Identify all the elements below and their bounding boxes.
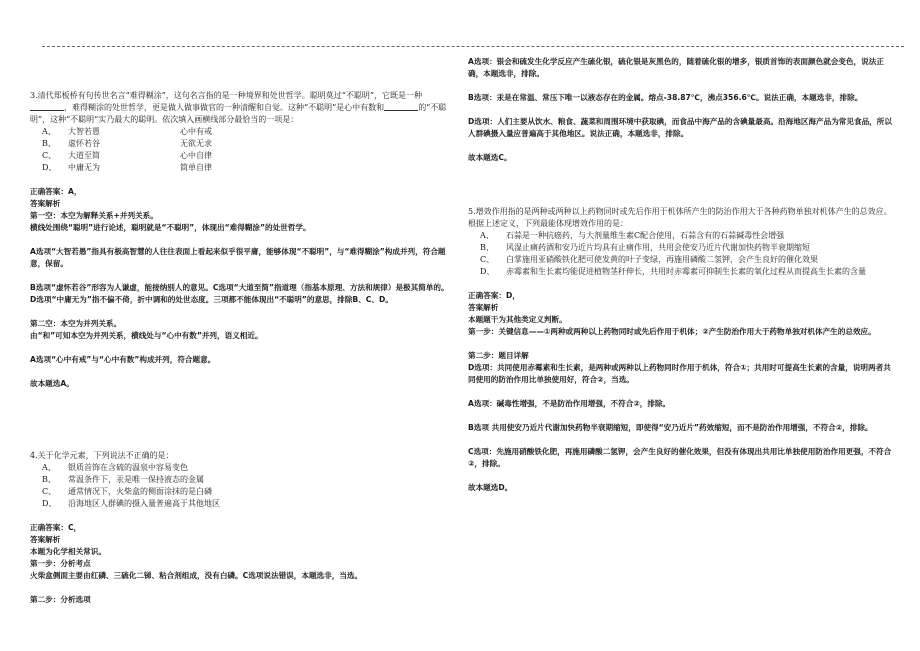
analysis-line: D选项：共同使用赤霉素和生长素，是两种或两种以上药物同时作用于机体，符合①；共用时可提高生长素的含量，说明两者共同使用的防治作用比单独使用好，符合②，当选。 bbox=[468, 363, 891, 384]
right-column bbox=[468, 56, 892, 494]
question-4-stem: 4.关于化学元素，下列说法不正确的是： bbox=[30, 451, 174, 460]
option-a: A、 银质首饰在含硫的温泉中容易变色 bbox=[42, 463, 188, 472]
analysis-line bbox=[30, 306, 454, 318]
analysis-line bbox=[468, 434, 892, 446]
analysis-heading: 答案解析 bbox=[468, 303, 499, 312]
analysis-line bbox=[30, 234, 454, 246]
left-column bbox=[30, 90, 454, 606]
option-a: A、 大智若愚 心中有戒 bbox=[42, 127, 212, 136]
analysis-line bbox=[30, 366, 454, 378]
analysis-line: D选项：人们主要从饮水、粮食、蔬菜和周围环境中获取碘，而食品中海产品的含碘量最高。沿海地区海产品为常见食品，所以人群碘摄入量应普遍高于其他地区。说法正确，本题选非，排除。 bbox=[468, 117, 892, 138]
analysis-line: 第二步：分析选项 bbox=[30, 595, 91, 604]
analysis-line: 本题题干为其他类定义判断。 bbox=[468, 315, 567, 324]
option-c: C、 大道至简 心中自律 bbox=[42, 151, 212, 160]
analysis-line: 第一步：关键信息——①两种或两种以上药物同时或先后作用于机体；②产生防治作用大于药物单独对机体产生的总效应。 bbox=[468, 327, 876, 336]
analysis-line: A选项：银会和硫发生化学反应产生硫化银，硫化银是灰黑色的，随着硫化银的增多，银质首饰的表面颜色就会变色，说法正确，本题选非，排除。 bbox=[468, 57, 884, 78]
analysis-line bbox=[30, 582, 454, 594]
analysis-line: 第二步：题目详解 bbox=[468, 351, 529, 360]
analysis-line: 故本题选A。 bbox=[30, 379, 74, 388]
option-b: B、 常温条件下，汞是唯一保持液态的金属 bbox=[42, 475, 204, 484]
option-d: D、 赤霉素和生长素均能促进植物茎秆伸长，共用时赤霉素可抑制生长素的氧化过程从而提高生长素的含量 bbox=[480, 267, 866, 276]
question-5-options bbox=[468, 230, 892, 278]
analysis-line: 第一空：本空为解释关系+并列关系。 bbox=[30, 211, 158, 220]
option-a: A、 石蒜是一种抗癌药，与大剂量维生素C配合使用，石蒜含有的石蒜碱毒性会增强 bbox=[480, 231, 785, 240]
analysis-line bbox=[468, 140, 892, 152]
question-5-stem: 5.增效作用指的是两种或两种以上药物同时或先后作用于机体所产生的防治作用大于各种药物单独对机体产生的总效应。根据上述定义，下列最能体现增效作用的是： bbox=[468, 207, 892, 228]
analysis-line bbox=[468, 80, 892, 92]
question-3-stem: 3.清代郑板桥有句传世名言“难得糊涂”，这句名言指的是一种境界和处世哲学。聪明莫过“不聪明”，它既是一种，难得糊涂的处世哲学，更是做人做事做官的一种清醒和自觉。这种“不聪明”是心中有数和 的“不聪明”，这种“不聪明”实乃最大的聪明。依次填入画横线部分最恰当的一项是： bbox=[30, 91, 447, 124]
question-5-analysis bbox=[468, 314, 892, 494]
analysis-line: 横线处围绕“聪明”进行论述，聪明就是“不聪明”，体现出“难得糊涂”的处世哲学。 bbox=[30, 223, 311, 232]
option-c: C、 通常情况下，火柴盒的侧面涂抹的是白磷 bbox=[42, 487, 212, 496]
analysis-line: A选项“心中有戒”与“心中有数”构成并列，符合题意。 bbox=[30, 355, 216, 364]
analysis-line: 故本题选C。 bbox=[468, 153, 512, 162]
analysis-line bbox=[468, 338, 892, 350]
analysis-line: 本题为化学相关常识。 bbox=[30, 547, 106, 556]
analysis-line: 故本题选D。 bbox=[468, 483, 513, 492]
analysis-heading: 答案解析 bbox=[30, 199, 61, 208]
header-rule bbox=[42, 46, 904, 47]
analysis-line bbox=[468, 386, 892, 398]
analysis-line: A选项“大智若愚”指具有极高智慧的人往往表面上看起来似乎很平庸，能够体现“不聪明”，与“难得糊涂”构成并列，符合题意，保留。 bbox=[30, 247, 446, 268]
option-b: B、 风湿止痛药酒和安乃近片均具有止痛作用，共用会使安乃近片代谢加快药物半衰期缩短 bbox=[480, 243, 810, 252]
analysis-heading: 答案解析 bbox=[30, 535, 61, 544]
analysis-line: 第一步：分析考点 bbox=[30, 559, 91, 568]
question-4-analysis-continued bbox=[468, 56, 892, 164]
option-d: D、 中庸无为 简单自律 bbox=[42, 163, 212, 172]
option-b: B、 虚怀若谷 无欲无求 bbox=[42, 139, 212, 148]
analysis-line: C选项：先施用硝酸铁化肥，再施用磷酸二氢钾，会产生良好的催化效果，但没有体现出共用比单独使用防治作用更强，不符合②，排除。 bbox=[468, 447, 892, 468]
analysis-line: B选项 共用使安乃近片代谢加快药物半衰期缩短，即使得“安乃近片”药效缩短，而不是防治作用增强，不符合②，排除。 bbox=[468, 423, 873, 432]
question-4-analysis bbox=[30, 546, 454, 606]
analysis-line: B选项：汞是在常温、常压下唯一以液态存在的金属。熔点-38.87℃，沸点356.6℃。说法正确，本题选非，排除。 bbox=[468, 93, 863, 102]
fill-blank bbox=[384, 102, 418, 111]
option-d: D、 沿海地区人群碘的摄入量普遍高于其他地区 bbox=[42, 499, 220, 508]
question-3-options bbox=[30, 126, 454, 174]
analysis-line: A选项：碱毒性增强，不是防治作用增强，不符合②，排除。 bbox=[468, 399, 671, 408]
question-5-answer: 正确答案：D， bbox=[468, 291, 520, 300]
option-c: C、 白掌施用亚硝酸铁化肥可使发黄的叶子变绿，再施用磷酸二氢钾，会产生良好的催化效果 bbox=[480, 255, 818, 264]
analysis-line bbox=[30, 342, 454, 354]
fill-blank bbox=[30, 102, 64, 111]
question-4-answer: 正确答案：C， bbox=[30, 523, 82, 532]
analysis-line: 火柴盒侧面主要由红磷、三硫化二锑、粘合剂组成，没有白磷。C选项说法错误，本题选非，当选。 bbox=[30, 571, 363, 580]
analysis-line bbox=[468, 104, 892, 116]
analysis-line bbox=[30, 270, 454, 282]
analysis-line bbox=[468, 470, 892, 482]
question-4-options bbox=[30, 462, 454, 510]
question-3-analysis bbox=[30, 210, 454, 390]
analysis-line: 由“和”可知本空为并列关系，横线处与“心中有数”并列，语义相近。 bbox=[30, 331, 263, 340]
analysis-line: B选项“虚怀若谷”形容为人谦虚，能接纳别人的意见。C选项“大道至简”指道理（指基本原理、方法和规律）是极其简单的。D选项“中庸无为”指不偏不倚，折中调和的处世态度。三项都不能体现出“不聪明”的意思，排除B、C、D。 bbox=[30, 283, 449, 304]
question-3-answer: 正确答案：A， bbox=[30, 187, 82, 196]
analysis-line: 第二空：本空为并列关系。 bbox=[30, 319, 122, 328]
analysis-line bbox=[468, 410, 892, 422]
